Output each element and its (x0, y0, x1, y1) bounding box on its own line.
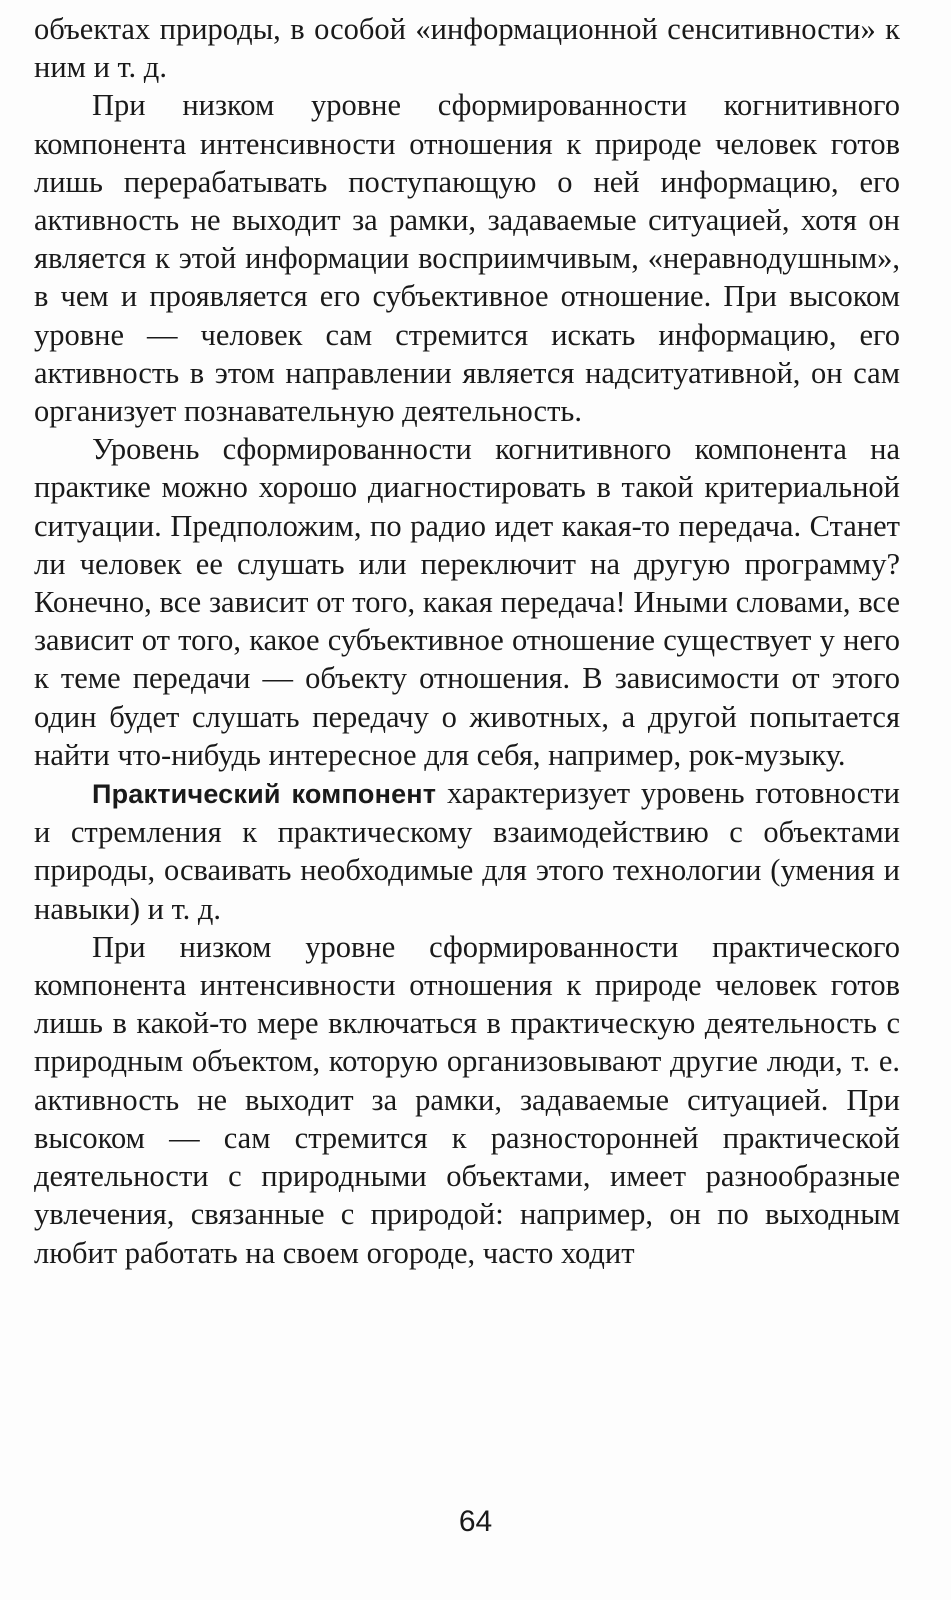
paragraph-practical-component (34, 774, 900, 928)
body-text (34, 10, 900, 1272)
paragraph-practical-levels: При низком уровне сформированности практического компонента интенсивности отношения к природе человек готов лишь в какой-то мере включаться в практическую деятельность с природным объектом, которую организовывают другие люди, т. е. активность не выходит за рамки, задаваемые ситуацией. При высоком — сам стремится к разносторонней практической деятельности с природными объектами, имеет разнообразные увлечения, связанные с природой: например, он по выходным любит работать на своем огороде, часто ходит (34, 929, 900, 1270)
paragraph-cognitive-levels: При низком уровне сформированности когнитивного компонента интенсивности отношения к природе человек готов лишь перерабатывать поступающую о ней информацию, его активность не выходит за рамки, задаваемые ситуацией, хотя он является к этой информации восприимчивым, «неравнодушным», в чем и проявляется его субъективное отношение. При высоком уровне — человек сам стремится искать информацию, его активность в этом направлении является надситуативной, он сам организует познавательную деятельность. (34, 88, 900, 429)
paragraph-cognitive-diagnosis: Уровень сформированности когнитивного компонента на практике можно хорошо диагностировать в такой критериальной ситуации. Предположим, по радио идет какая-то передача. Станет ли человек ее слушать или переключит на другую программу? Конечно, все зависит от того, какая передача! Иными словами, все зависит от того, какое субъективное отношение существует у него к теме передачи — объекту отношения. В зависимости от этого один будет слушать передачу о животных, а другой попытается найти что-нибудь интересное для себя, например, рок-музыку. (34, 432, 900, 772)
paragraph-continuation: объектах природы, в особой «информационной сенситивности» к ним и т. д. (34, 12, 900, 85)
practical-component-definition: характеризует уровень готовности и стремления к практическому взаимодействию с объектами природы, осваивать необходимые для этого технологии (умения и навыки) и т. д. (34, 776, 900, 926)
page-number: 64 (458, 1505, 493, 1538)
practical-component-term: Практический компонент (92, 779, 437, 810)
